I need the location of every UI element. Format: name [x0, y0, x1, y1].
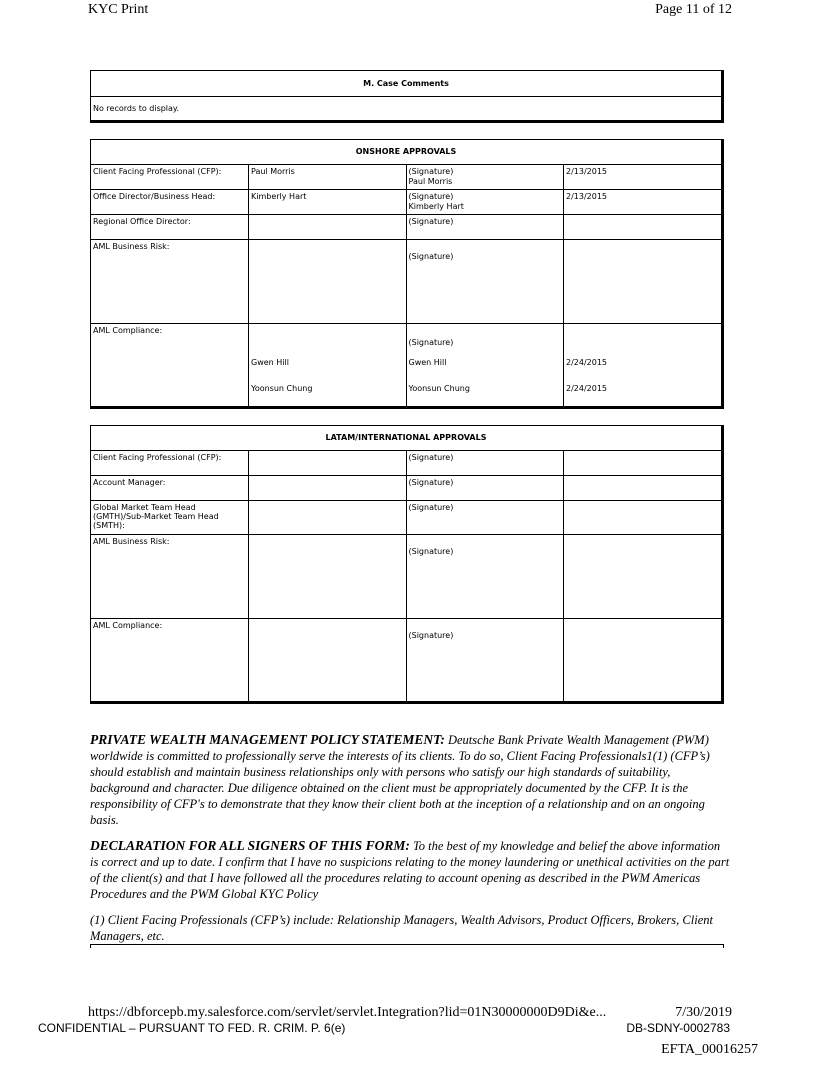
- table-row: [91, 476, 721, 501]
- signature-label: (Signature): [406, 619, 564, 702]
- approval-date: [564, 215, 722, 240]
- approver-names: [249, 324, 407, 407]
- row-label: Client Facing Professional (CFP):: [91, 165, 249, 190]
- policy-body: Deutsche Bank Private Wealth Management (PWM) worldwide is committed to professionally serve the interests of its clients. To do so, Client Facing Professionals1(1) (CFP’s) should establish and maintain business relationships only with persons who satisfy our high standards of suitability, background and character. Due diligence obtained on the client must be appropriately documented by the CFP. It is the responsibility of CFP's to demonstrate that they know their client both at the inception of a relationship and on an ongoing basis.: [90, 733, 710, 827]
- row-label: AML Compliance:: [91, 324, 249, 407]
- latam-approvals-table: [90, 425, 724, 704]
- approval-date: [564, 240, 722, 324]
- approval-dates: [564, 324, 722, 407]
- latam-title: LATAM/INTERNATIONAL APPROVALS: [91, 426, 721, 451]
- signature-label: (Signature): [406, 476, 564, 501]
- case-comments-section: [90, 70, 724, 123]
- row-label: Client Facing Professional (CFP):: [91, 451, 249, 476]
- case-comments-title: M. Case Comments: [91, 71, 721, 97]
- signature-label: (Signature): [408, 167, 454, 176]
- signature-label: (Signature): [408, 338, 454, 347]
- footnote: (1) Client Facing Professionals (CFP’s) include: Relationship Managers, Wealth Advisors, Product Officers, Brokers, Client Managers, etc.: [90, 913, 713, 943]
- table-row: [91, 535, 721, 619]
- table-row: [91, 324, 721, 407]
- approval-date: [564, 535, 722, 619]
- signature-label: (Signature): [406, 240, 564, 324]
- approval-date: [564, 501, 722, 535]
- approver-name: Gwen Hill: [251, 358, 289, 367]
- efta-number: EFTA_00016257: [661, 1042, 758, 1057]
- approver-name: [249, 215, 407, 240]
- signer-name: Gwen Hill: [408, 358, 447, 367]
- table-row: [91, 451, 721, 476]
- signer-name: Kimberly Hart: [408, 202, 464, 211]
- row-label: Office Director/Business Head:: [91, 190, 249, 215]
- approval-date: 2/24/2015: [566, 384, 608, 393]
- case-comments-empty: No records to display.: [91, 97, 721, 121]
- signature-cell: [406, 190, 564, 215]
- print-date: 7/30/2019: [675, 1005, 732, 1020]
- table-row: [91, 215, 721, 240]
- signature-label: (Signature): [408, 192, 454, 201]
- row-label: AML Business Risk:: [91, 240, 249, 324]
- approval-date: 2/24/2015: [566, 358, 608, 367]
- signature-cell: [406, 324, 564, 407]
- declaration-statement: [90, 838, 730, 902]
- confidential-notice: CONFIDENTIAL – PURSUANT TO FED. R. CRIM. P. 6(e): [38, 1021, 346, 1035]
- approver-name: [249, 619, 407, 702]
- approver-name: [249, 240, 407, 324]
- table-row: [91, 190, 721, 215]
- signature-cell: [406, 165, 564, 190]
- signature-label: (Signature): [406, 451, 564, 476]
- row-label: AML Compliance:: [91, 619, 249, 702]
- approver-name: [249, 501, 407, 535]
- onshore-approvals-table: [90, 139, 724, 409]
- row-label: Regional Office Director:: [91, 215, 249, 240]
- approval-date: 2/13/2015: [564, 165, 722, 190]
- approver-name: Yoonsun Chung: [251, 384, 313, 393]
- signer-name: Yoonsun Chung: [408, 384, 470, 393]
- approver-name: Kimberly Hart: [249, 190, 407, 215]
- page-number: Page 11 of 12: [655, 2, 732, 17]
- approval-date: 2/13/2015: [564, 190, 722, 215]
- approval-date: [564, 451, 722, 476]
- signer-name: Paul Morris: [408, 177, 453, 186]
- table-row: [91, 240, 721, 324]
- print-title: KYC Print: [88, 2, 149, 17]
- footnote-divider: [90, 944, 724, 948]
- onshore-title: ONSHORE APPROVALS: [91, 140, 721, 165]
- approver-name: [249, 476, 407, 501]
- signature-label: (Signature): [406, 501, 564, 535]
- approver-name: [249, 535, 407, 619]
- table-row: [91, 501, 721, 535]
- approval-date: [564, 476, 722, 501]
- table-row: [91, 619, 721, 702]
- source-url: https://dbforcepb.my.salesforce.com/servlet/servlet.Integration?lid=01N30000000D9Di&e...: [88, 1005, 607, 1020]
- table-row: [91, 165, 721, 190]
- policy-heading: PRIVATE WEALTH MANAGEMENT POLICY STATEMENT:: [90, 732, 445, 747]
- bates-number: DB-SDNY-0002783: [626, 1021, 730, 1035]
- declaration-body: To the best of my knowledge and belief the above information is correct and up to date. I confirm that I have no suspicions relating to the money laundering or unethical activities on the part of the client(s) and that I have followed all the procedures relating to account opening as described in the PWM Americas Procedures and the PWM Global KYC Policy: [90, 839, 730, 901]
- policy-statement: [90, 732, 730, 828]
- row-label: Account Manager:: [91, 476, 249, 501]
- approver-name: [249, 451, 407, 476]
- row-label: AML Business Risk:: [91, 535, 249, 619]
- approver-name: Paul Morris: [249, 165, 407, 190]
- signature-label: (Signature): [406, 215, 564, 240]
- approval-date: [564, 619, 722, 702]
- declaration-heading: DECLARATION FOR ALL SIGNERS OF THIS FORM:: [90, 838, 410, 853]
- row-label: Global Market Team Head (GMTH)/Sub-Market Team Head (SMTH):: [91, 501, 249, 535]
- signature-label: (Signature): [406, 535, 564, 619]
